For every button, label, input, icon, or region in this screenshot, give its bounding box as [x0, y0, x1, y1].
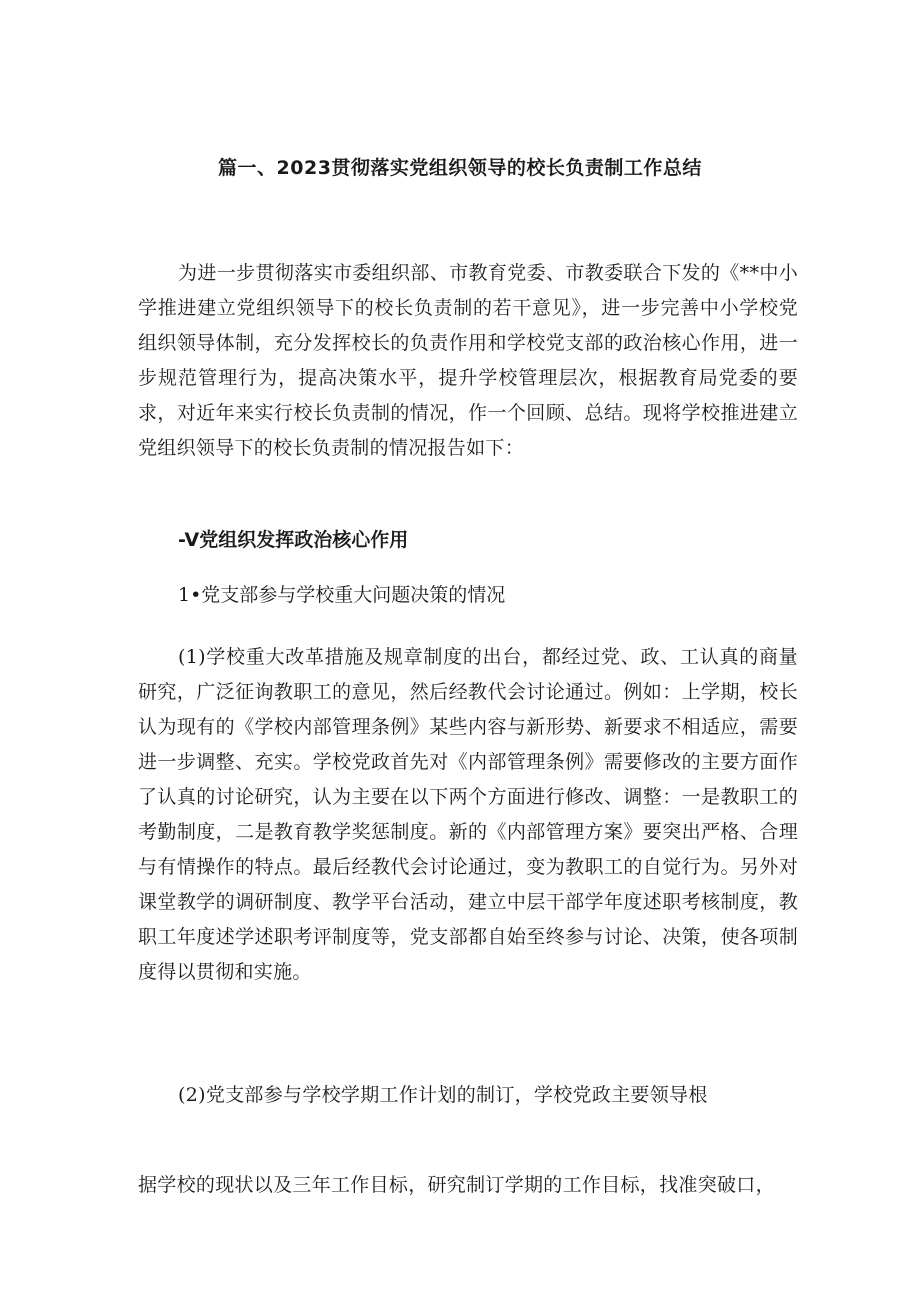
intro-paragraph: 为进一步贯彻落实市委组织部、市教育党委、市教委联合下发的《**中小学推进建立党组织领导下的校长负责制的若干意见》，进一步完善中小学校党组织领导体制，充分发挥校长的负责作用和学校党支部的政治核心作用，进一步规范管理行为，提高决策水平，提升学校管理层次，根据教育局党委的要求，对近年来实行校长负责制的情况，作一个回顾、总结。现将学校推进建立党组织领导下的校长负责制的情况报告如下：: [138, 262, 798, 459]
item-paragraph-2-continued: 据学校的现状以及三年工作目标，研究制订学期的工作目标，找准突破口，: [138, 1174, 775, 1196]
document-title: 篇一、2023贯彻落实党组织领导的校长负责制工作总结: [218, 157, 702, 179]
subsection-heading: 1•党支部参与学校重大问题决策的情况: [178, 584, 506, 606]
item-paragraph-1: (1)学校重大改革措施及规章制度的出台，都经过党、政、工认真的商量研究，广泛征询教职工的意见，然后经教代会讨论通过。例如：上学期，校长认为现有的《学校内部管理条例》某些内容与新形势、新要求不相适应，需要进一步调整、充实。学校党政首先对《内部管理条例》需要修改的主要方面作了认真的讨论研究，认为主要在以下两个方面进行修改、调整：一是教职工的考勤制度，二是教育教学奖惩制度。新的《内部管理方案》要突出严格、合理与有情操作的特点。最后经教代会讨论通过，变为教职工的自觉行为。另外对课堂教学的调研制度、教学平台活动，建立中层干部学年度述职考核制度，教职工年度述学述职考评制度等，党支部都自始至终参与讨论、决策，使各项制度得以贯彻和实施。: [138, 646, 798, 983]
item-paragraph-2-start: (2)党支部参与学校学期工作计划的制订，学校党政主要领导根: [178, 1084, 708, 1106]
section-heading: -V党组织发挥政治核心作用: [178, 529, 409, 551]
